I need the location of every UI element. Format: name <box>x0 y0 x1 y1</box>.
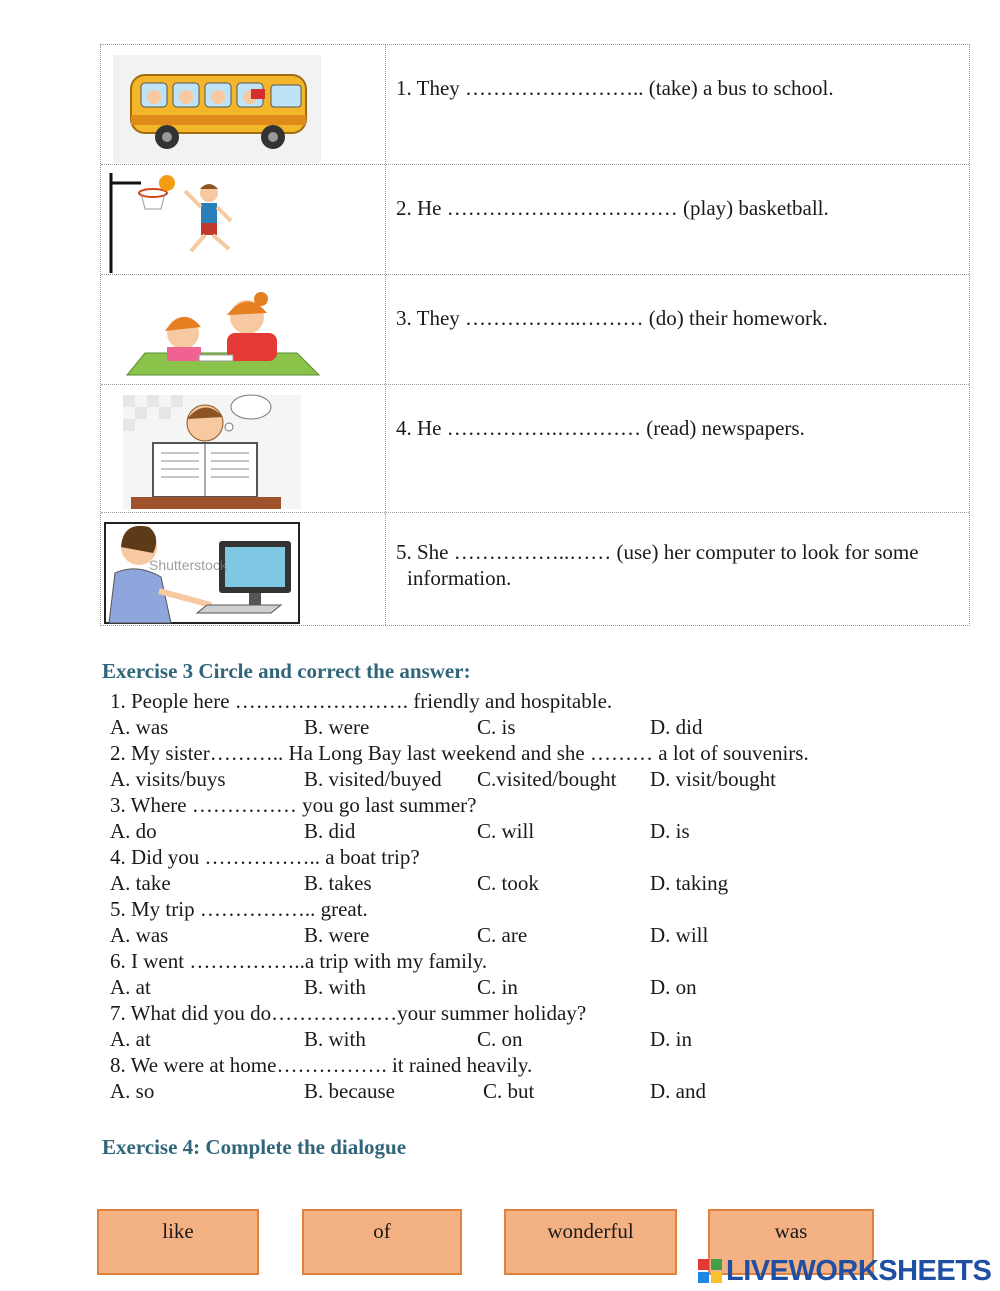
option-b[interactable]: B. did <box>304 819 356 843</box>
logo-text: LIVEWORKSHEETS <box>726 1254 992 1287</box>
option-b[interactable]: B. takes <box>304 871 372 895</box>
options-row <box>110 870 910 896</box>
question-line: 7. What did you do………………your summer holiday? <box>110 1001 587 1025</box>
word-box-like[interactable]: like <box>97 1209 259 1275</box>
exercise-4-heading: Exercise 4: Complete the dialogue <box>102 1135 407 1159</box>
question-line: 5. My trip …………….. great. <box>110 897 368 921</box>
option-a[interactable]: A. do <box>110 819 157 843</box>
table-row <box>101 513 969 625</box>
options-row <box>110 1078 910 1104</box>
watermark-text: Shutterstock <box>149 557 227 573</box>
option-b[interactable]: B. were <box>304 715 370 739</box>
option-d[interactable]: D. on <box>650 975 697 999</box>
question-1-text: 1. They …………………….. (take) a bus to school. <box>396 76 834 100</box>
question-5-text: 5. She ……………..…… (use) her computer to look for some information. <box>396 540 919 590</box>
newspaper-reader-image <box>101 385 386 512</box>
question-line: 1. People here ……………………. friendly and hospitable. <box>110 689 613 713</box>
option-c[interactable]: C. on <box>477 1027 523 1051</box>
option-c[interactable]: C.visited/bought <box>477 767 617 791</box>
option-a[interactable]: A. so <box>110 1079 155 1103</box>
school-bus-image <box>101 45 386 164</box>
computer-user-image <box>101 513 386 625</box>
option-a[interactable]: A. at <box>110 1027 151 1051</box>
question-line: 8. We were at home……………. it rained heavily. <box>110 1053 533 1077</box>
question-3-text: 3. They ……………..……… (do) their homework. <box>396 306 828 330</box>
question-line: 4. Did you …………….. a boat trip? <box>110 845 420 869</box>
options-row <box>110 818 910 844</box>
exercise-table <box>100 44 970 626</box>
question-line: 3. Where …………… you go last summer? <box>110 793 477 817</box>
option-a[interactable]: A. at <box>110 975 151 999</box>
option-b[interactable]: B. visited/buyed <box>304 767 442 791</box>
question-4-text: 4. He …………….………… (read) newspapers. <box>396 416 805 440</box>
options-row <box>110 922 910 948</box>
option-c[interactable]: C. is <box>477 715 516 739</box>
basketball-player-image <box>101 165 386 274</box>
option-a[interactable]: A. take <box>110 871 171 895</box>
option-a[interactable]: A. visits/buys <box>110 767 226 791</box>
option-c[interactable]: C. are <box>477 923 528 947</box>
liveworksheets-logo <box>698 1254 994 1288</box>
option-d[interactable]: D. taking <box>650 871 729 895</box>
option-c[interactable]: C. in <box>477 975 518 999</box>
option-c[interactable]: C. but <box>483 1079 535 1103</box>
question-2-text: 2. He …………………………… (play) basketball. <box>396 196 829 220</box>
word-box-of[interactable]: of <box>302 1209 462 1275</box>
options-row <box>110 1026 910 1052</box>
question-line: 6. I went ……………..a trip with my family. <box>110 949 488 973</box>
option-d[interactable]: D. did <box>650 715 703 739</box>
option-a[interactable]: A. was <box>110 923 169 947</box>
option-d[interactable]: D. in <box>650 1027 692 1051</box>
table-row <box>101 275 969 385</box>
word-box-wonderful[interactable]: wonderful <box>504 1209 677 1275</box>
question-line: 2. My sister……….. Ha Long Bay last weekend and she ……… a lot of souvenirs. <box>110 741 809 765</box>
option-d[interactable]: D. visit/bought <box>650 767 777 791</box>
homework-image <box>101 275 386 384</box>
option-b[interactable]: B. were <box>304 923 370 947</box>
options-row <box>110 974 910 1000</box>
option-d[interactable]: D. is <box>650 819 690 843</box>
options-row <box>110 766 910 792</box>
options-row <box>110 714 910 740</box>
table-row <box>101 385 969 513</box>
option-c[interactable]: C. will <box>477 819 535 843</box>
table-row <box>101 45 969 165</box>
option-b[interactable]: B. because <box>304 1079 395 1103</box>
exercise-3-heading: Exercise 3 Circle and correct the answer: <box>102 659 471 683</box>
option-b[interactable]: B. with <box>304 1027 366 1051</box>
option-d[interactable]: D. and <box>650 1079 706 1103</box>
word-box-was[interactable]: was <box>708 1209 874 1275</box>
logo-icon <box>698 1259 722 1283</box>
table-row <box>101 165 969 275</box>
option-c[interactable]: C. took <box>477 871 539 895</box>
exercise-3-questions <box>110 688 910 1104</box>
option-d[interactable]: D. will <box>650 923 709 947</box>
option-b[interactable]: B. with <box>304 975 366 999</box>
option-a[interactable]: A. was <box>110 715 169 739</box>
